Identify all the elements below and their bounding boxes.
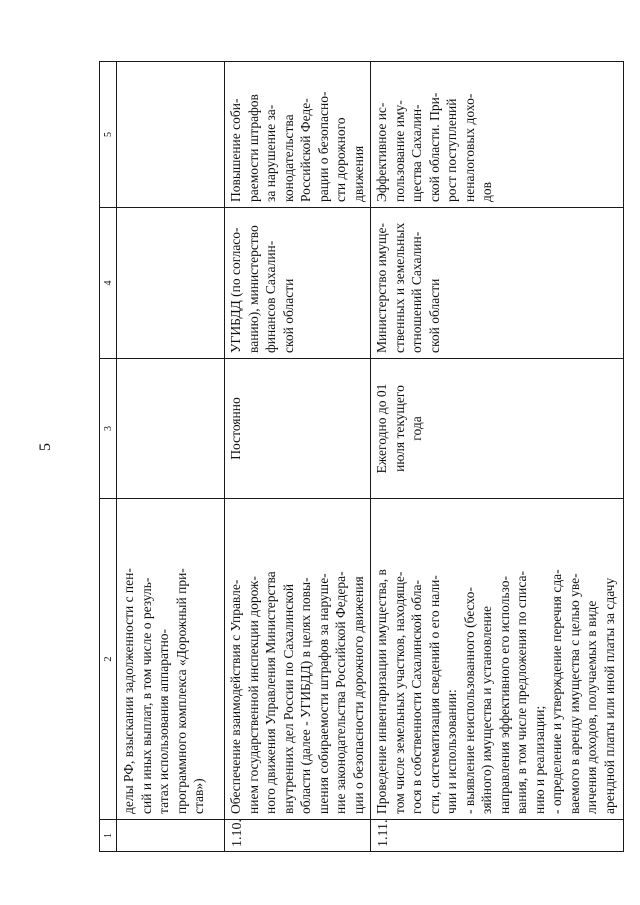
text-line: делы РФ, взыскании задолженности с пен- [121,568,136,814]
text-line: ние законодательства Российской Федера- [333,571,348,814]
result-line: рост поступлений [444,98,459,202]
result-line: конодательства [280,114,296,202]
executor-line: ванию), министерство [245,225,261,353]
cell-term [117,359,225,499]
result-line: раемости штрафов [245,94,261,202]
text-line: нием государственной инспекции дорож- [245,576,261,814]
text-line: личения доходов, получаемых в виде [584,600,599,814]
executor-line: отношений Сахалин- [409,231,424,353]
executor-line: Министерство имуще- [374,222,389,353]
text-line: программного комплекса «Дорожный при- [173,568,189,814]
result-line: ской области. При- [426,92,442,202]
result-line: за нарушение за- [263,104,278,202]
text-line: направления эффективного его использо- [496,576,512,814]
text-line: арендной платы или иной платы за сдачу [601,577,617,814]
text-line: сий и иных выплат, в том числе о резуль- [138,577,154,814]
text-line: - выявление неиспользованного (бесхо- [461,587,477,814]
cell-executor [371,208,624,359]
text-line: нию и реализации; [531,705,547,814]
table-row-1-10 [225,62,371,852]
header-cell-4: 4 [100,208,117,359]
cell-result [371,62,624,208]
text-line: Проведение инвентаризации имущества, в [374,569,389,814]
header-cell-5: 5 [100,62,117,208]
executor-line: финансов Сахалин- [263,240,278,353]
cell-number [117,820,225,852]
term-line: года [409,416,424,441]
text-line: зяйного) имущества и установление [479,606,494,814]
text-line: том числе земельных участков, находяще- [391,571,407,814]
cell-executor [117,208,225,359]
cell-result [117,62,225,208]
text-line: ного движения Управления Министерства [263,571,278,814]
result-line: неналоговых дохо- [461,93,477,202]
result-line: рации о безопасно- [315,91,331,202]
result-line: щества Сахалин- [409,104,424,202]
executor-line: ственных и земельных [391,222,407,353]
executor-line: ской области [280,278,296,353]
term-line: июля текущего [391,385,407,472]
cell-number: 1.10. [225,820,371,852]
text-line: вания, в том числе предложения по списа- [514,570,529,814]
rotated-table-container [99,62,624,852]
result-line: сти дорожного [333,117,348,202]
result-line: пользование иму- [391,100,407,202]
text-line: став») [191,778,206,814]
cell-measure-text [225,499,371,820]
result-line: движения [350,145,366,202]
header-cell-2: 2 [100,499,117,820]
cell-term [371,359,624,499]
result-line: Повышение соби- [228,98,243,202]
text-line: - определение и утверждение перечня сда- [549,569,564,814]
text-line: татах использования аппаратно- [156,628,171,814]
table-row-1-11 [371,62,624,852]
text-line: внутренних дел России по Сахалинской [280,583,296,814]
cell-measure-text [117,499,225,820]
measures-table [99,61,624,852]
header-row [100,62,117,852]
text-line: Обеспечение взаимодействия с Управле- [228,579,243,814]
term-line: Постоянно [228,397,243,460]
result-line: Российской Феде- [298,98,313,202]
text-line: ваемого в аренду имущества с целью уве- [566,573,582,814]
cell-executor [225,208,371,359]
header-cell-3: 3 [100,359,117,499]
cell-result [225,62,371,208]
result-line: Эффективное ис- [374,102,389,202]
text-line: сти, систематизация сведений о его нали- [426,575,442,814]
cell-number: 1.11. [371,820,624,852]
text-line: ции о безопасности дорожного движения [350,576,366,814]
header-cell-1: 1 [100,820,117,852]
cell-term [225,359,371,499]
cell-measure-text [371,499,624,820]
text-line: шения собираемости штрафов за наруше- [315,573,331,814]
executor-line: УГИБДД (по согласо- [228,227,243,353]
term-line: Ежегодно до 01 [374,383,389,474]
table-row-continuation [117,62,225,852]
executor-line: ской области [426,278,442,353]
text-line: области (далее - УГИБДД) в целях повы- [298,577,313,814]
page-number: 5 [37,443,54,451]
result-line: дов [479,182,494,202]
text-line: чии и использовании: [444,689,459,814]
text-line: гося в собственности Сахалинской обла- [409,579,424,814]
